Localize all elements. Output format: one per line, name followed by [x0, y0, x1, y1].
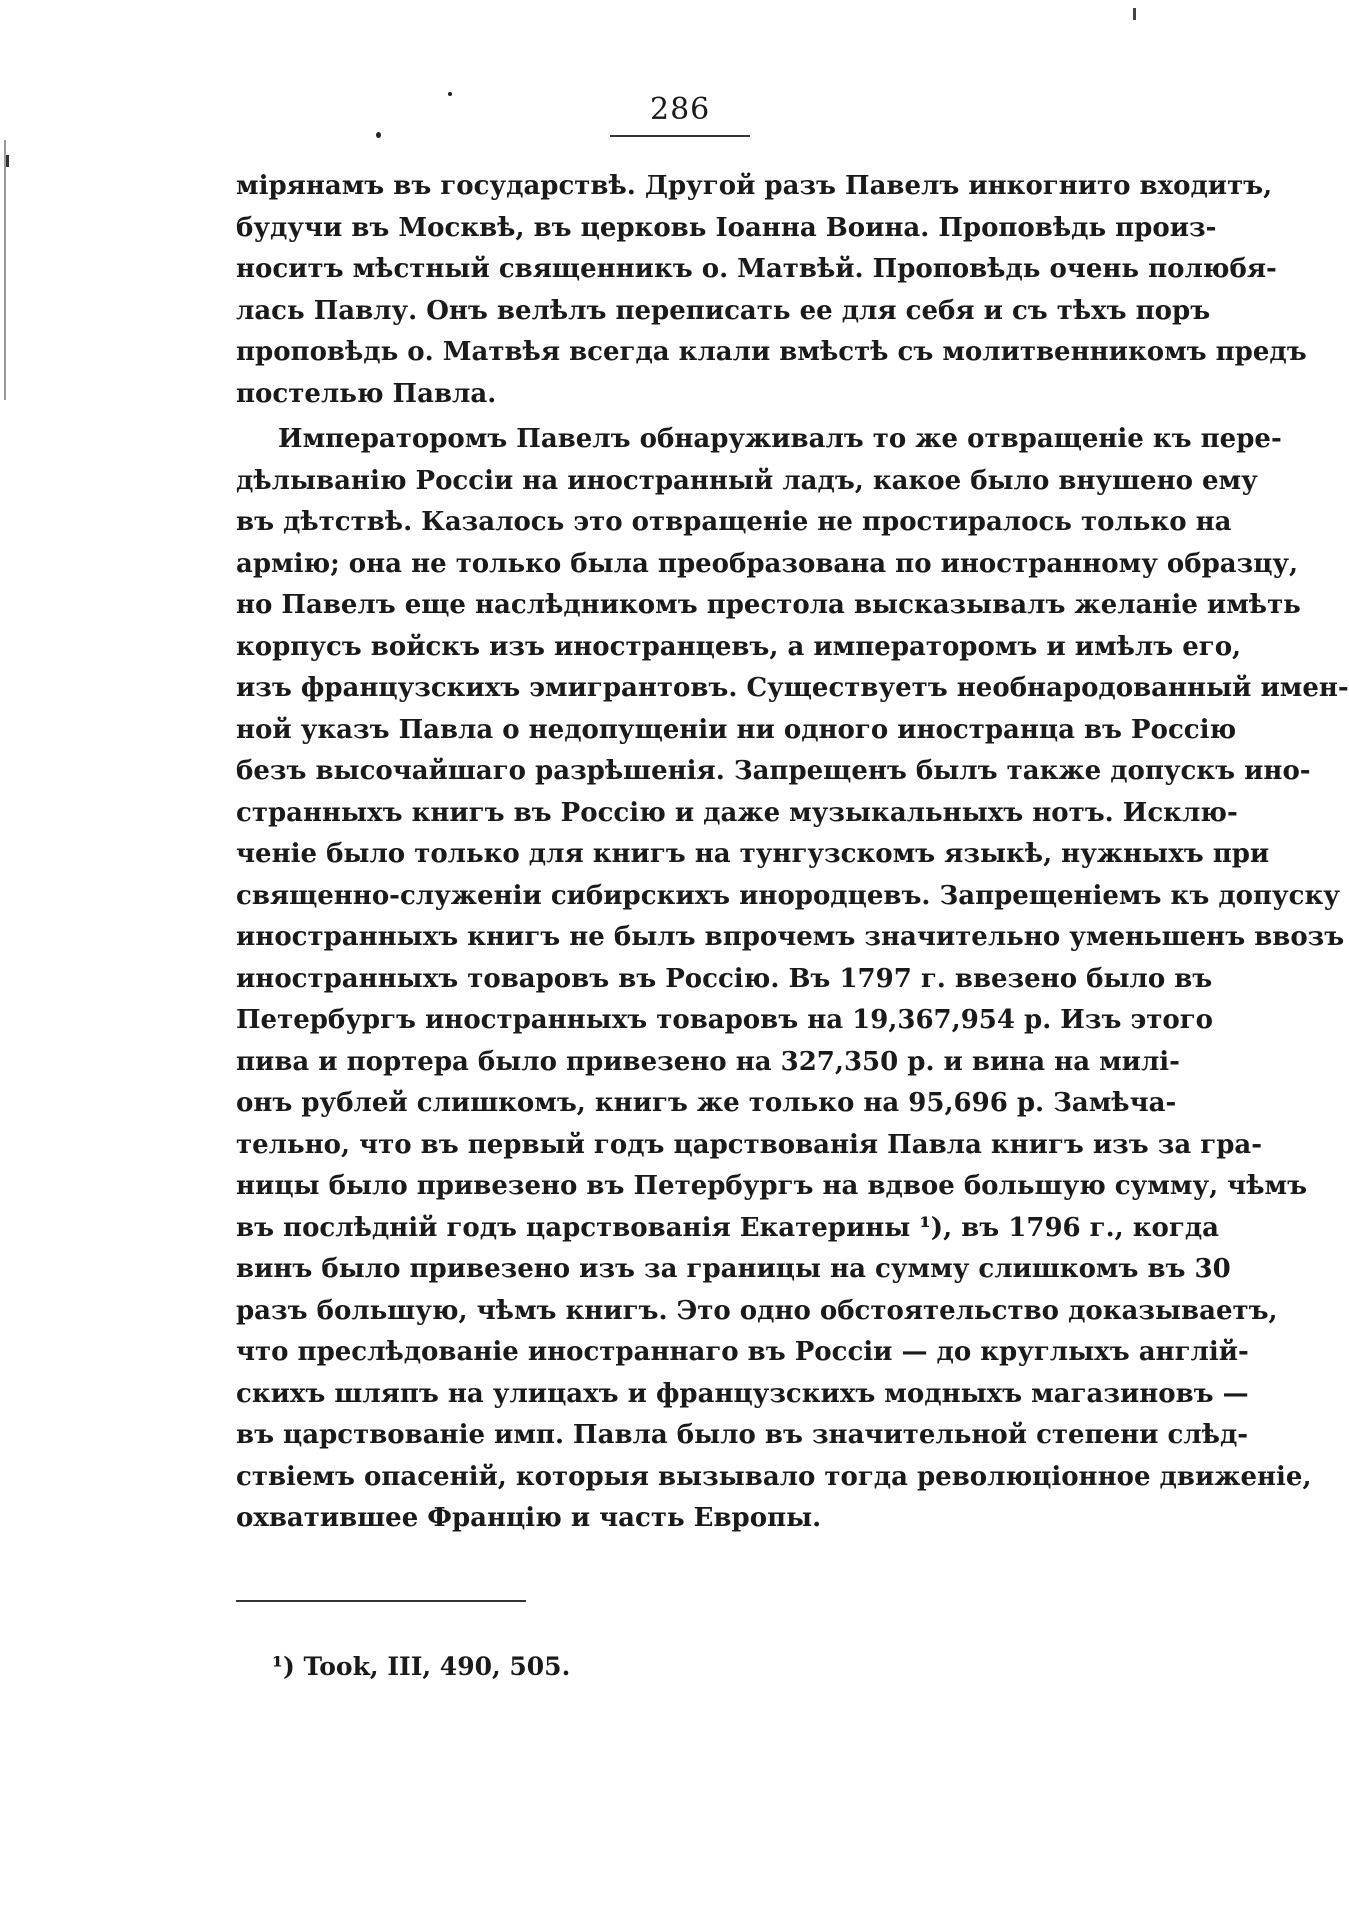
ink-speck	[448, 92, 452, 96]
text-line: странныхъ книгъ въ Россію и даже музыкальныхъ нотъ. Исклю-	[236, 797, 1238, 828]
text-line: ной указъ Павла о недопущеніи ни одного иностранца въ Россію	[236, 714, 1237, 745]
scan-mark	[6, 155, 9, 167]
text-line: иностранныхъ книгъ не былъ впрочемъ значительно уменьшенъ ввозъ	[236, 922, 1345, 952]
text-line: скихъ шляпъ на улицахъ и французскихъ модныхъ магазиновъ —	[236, 1378, 1249, 1409]
text-line: пива и портера было привезено на 327,350 р. и вина на милі-	[236, 1046, 1180, 1077]
text-line: Императоромъ Павелъ обнаруживалъ то же отвращеніе къ пере-	[278, 424, 1282, 454]
text-line: носитъ мѣстный священникъ о. Матвѣй. Проповѣдь очень полюбя-	[236, 254, 1277, 284]
text-line: священно-служеніи сибирскихъ инородцевъ. Запрещеніемъ къ допуску	[236, 880, 1340, 911]
paragraph	[236, 419, 1349, 1540]
text-line: въ царствованіе имп. Павла было въ значительной степени слѣд-	[236, 1420, 1249, 1450]
text-line: ницы было привезено въ Петербургъ на вдвое большую сумму, чѣмъ	[236, 1171, 1308, 1201]
text-line: винъ было привезено изъ за границы на сумму слишкомъ въ 30	[236, 1254, 1231, 1284]
text-line: проповѣдь о. Матвѣя всегда клали вмѣстѣ съ молитвенникомъ предъ	[236, 337, 1307, 367]
page-number: 286	[650, 92, 711, 127]
text-line: онъ рублей слишкомъ, книгъ же только на 95,696 р. Замѣча-	[236, 1088, 1177, 1118]
text-line: дѣлыванію Россіи на иностранный ладъ, какое было внушено ему	[236, 465, 1258, 496]
text-line: лась Павлу. Онъ велѣлъ переписать ее для себя и съ тѣхъ поръ	[236, 295, 1211, 326]
text-line: безъ высочайшаго разрѣшенія. Запрещенъ былъ также допускъ ино-	[236, 756, 1311, 786]
text-line: постелью Павла.	[236, 378, 497, 409]
footnote	[272, 1652, 570, 1681]
text-line: корпусъ войскъ изъ иностранцевъ, а императоромъ и имѣлъ его,	[236, 631, 1242, 662]
text-line: но Павелъ еще наслѣдникомъ престола высказывалъ желаніе имѣть	[236, 590, 1301, 620]
scan-left-edge	[4, 140, 6, 400]
text-line: Петербургъ иностранныхъ товаровъ на 19,367,954 р. Изъ этого	[236, 1005, 1214, 1035]
footnote-marker: ¹)	[272, 1652, 295, 1681]
text-line: что преслѣдованіе иностраннаго въ Россіи — до круглыхъ англій-	[236, 1337, 1249, 1367]
text-line: мірянамъ въ государствѣ. Другой разъ Павелъ инкогнито входитъ,	[236, 171, 1273, 201]
text-line: въ дѣтствѣ. Казалось это отвращеніе не простиралось только на	[236, 507, 1232, 537]
text-line: будучи въ Москвѣ, въ церковь Іоанна Воина. Проповѣдь произ-	[236, 212, 1217, 243]
text-line: въ послѣдній годъ царствованія Екатерины ¹), въ 1796 г., когда	[236, 1212, 1219, 1243]
scan-corner-mark	[1133, 8, 1136, 20]
text-line: армію; она не только была преобразована по иностранному образцу,	[236, 548, 1299, 579]
text-line: изъ французскихъ эмигрантовъ. Существуетъ необнародованный имен-	[236, 673, 1349, 703]
footnote-rule	[236, 1600, 526, 1602]
paragraph	[236, 166, 1307, 415]
text-line: тельно, что въ первый годъ царствованія Павла книгъ изъ за гра-	[236, 1129, 1263, 1160]
text-line: ствіемъ опасеній, которыя вызывало тогда революціонное движеніе,	[236, 1461, 1312, 1492]
text-line: охватившее Францію и часть Европы.	[236, 1503, 822, 1533]
page-number-rule	[610, 135, 750, 137]
ink-speck	[376, 132, 381, 138]
text-line: иностранныхъ товаровъ въ Россію. Въ 1797 г. ввезено было въ	[236, 963, 1213, 994]
text-line: разъ большую, чѣмъ книгъ. Это одно обстоятельство доказываетъ,	[236, 1295, 1278, 1326]
footnote-text: Took, III, 490, 505.	[303, 1652, 571, 1681]
body-text	[236, 166, 1349, 1540]
text-line: ченіе было только для книгъ на тунгузскомъ языкѣ, нужныхъ при	[236, 839, 1270, 869]
